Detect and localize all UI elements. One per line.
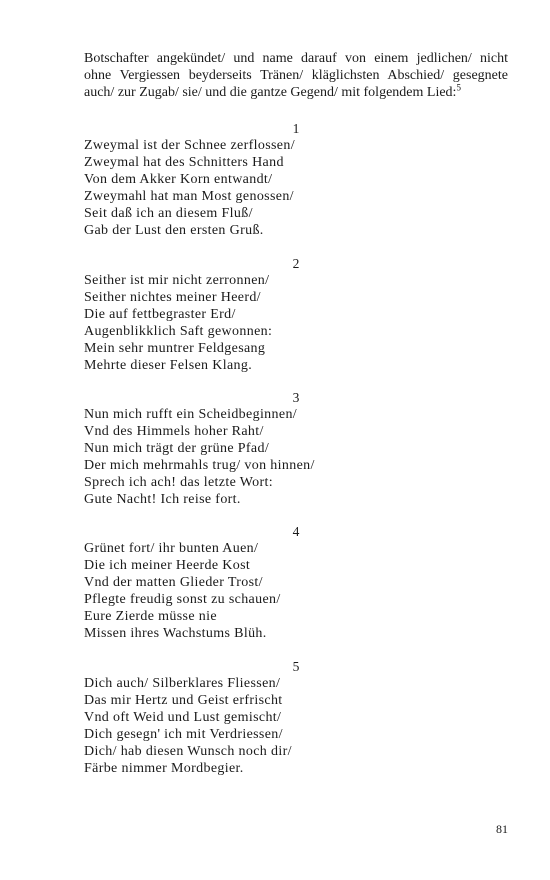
verse-line: Pflegte freudig sonst zu schauen/ bbox=[84, 592, 281, 607]
verse-line: Nun mich rufft ein Scheidbeginnen/ bbox=[84, 407, 298, 422]
verse-line: Mehrte dieser Felsen Klang. bbox=[84, 358, 253, 373]
verse-line: Vnd des Himmels hoher Raht/ bbox=[84, 424, 264, 439]
verse-line: Missen ihres Wachstums Blüh. bbox=[84, 626, 267, 641]
intro-line: ohne Vergiessen beyderseits Tränen/ kläglichsten Abschied/ gesegnete bbox=[84, 68, 508, 83]
verse-line: Zweymahl hat man Most genossen/ bbox=[84, 189, 294, 204]
verse-line: Dich/ hab diesen Wunsch noch dir/ bbox=[84, 744, 292, 759]
verse-line: Dich gesegn' ich mit Verdriessen/ bbox=[84, 727, 283, 742]
page-number: 81 bbox=[496, 822, 508, 836]
stanza-number: 2 bbox=[292, 256, 300, 271]
intro-paragraph bbox=[84, 50, 508, 101]
stanza bbox=[84, 120, 508, 239]
stanza bbox=[84, 658, 508, 777]
page-body bbox=[84, 50, 508, 776]
verse-line: Die ich meiner Heerde Kost bbox=[84, 558, 251, 573]
footnote-marker[interactable]: 5 bbox=[456, 82, 461, 93]
verse-line: Die auf fettbegraster Erd/ bbox=[84, 307, 236, 322]
verse-line: Zweymal ist der Schnee zerflossen/ bbox=[84, 138, 295, 153]
verse-line: Vnd oft Weid und Lust gemischt/ bbox=[84, 710, 282, 725]
verse-line: Der mich mehrmahls trug/ von hinnen/ bbox=[84, 458, 315, 473]
verse-line: Augenblikklich Saft gewonnen: bbox=[84, 324, 273, 339]
verse-line: Dich auch/ Silberklares Fliessen/ bbox=[84, 676, 281, 691]
verse-line: Zweymal hat des Schnitters Hand bbox=[84, 155, 284, 170]
stanza bbox=[84, 255, 508, 374]
verse-line: Vnd der matten Glieder Trost/ bbox=[84, 575, 263, 590]
verse-line: Von dem Akker Korn entwandt/ bbox=[84, 172, 273, 187]
verse-line: Gute Nacht! Ich reise fort. bbox=[84, 492, 241, 507]
intro-line bbox=[84, 84, 508, 101]
verse-line: Das mir Hertz und Geist erfrischt bbox=[84, 693, 283, 708]
intro-line: Botschafter angekündet/ und name darauf von einem jedlichen/ nicht bbox=[84, 51, 508, 66]
stanza bbox=[84, 523, 508, 642]
verse-line: Eure Zierde müsse nie bbox=[84, 609, 217, 624]
verse-line: Färbe nimmer Mordbegier. bbox=[84, 761, 244, 776]
stanza bbox=[84, 389, 508, 508]
stanza-number: 5 bbox=[292, 659, 300, 674]
stanza-number: 4 bbox=[292, 524, 300, 539]
verse-line: Seither ist mir nicht zerronnen/ bbox=[84, 273, 270, 288]
verse-line: Gab der Lust den ersten Gruß. bbox=[84, 223, 264, 238]
verse-line: Seither nichtes meiner Heerd/ bbox=[84, 290, 261, 305]
verse-line: Grünet fort/ ihr bunten Auen/ bbox=[84, 541, 259, 556]
stanza-number: 3 bbox=[292, 390, 300, 405]
verse-line: Nun mich trägt der grüne Pfad/ bbox=[84, 441, 270, 456]
verse-line: Sprech ich ach! das letzte Wort: bbox=[84, 475, 274, 490]
stanza-number: 1 bbox=[292, 121, 300, 136]
verse-line: Mein sehr muntrer Feldgesang bbox=[84, 341, 266, 356]
intro-line-text: auch/ zur Zugab/ sie/ und die gantze Gegend/ mit folgendem Lied: bbox=[84, 85, 457, 100]
verse-line: Seit daß ich an diesem Fluß/ bbox=[84, 206, 253, 221]
